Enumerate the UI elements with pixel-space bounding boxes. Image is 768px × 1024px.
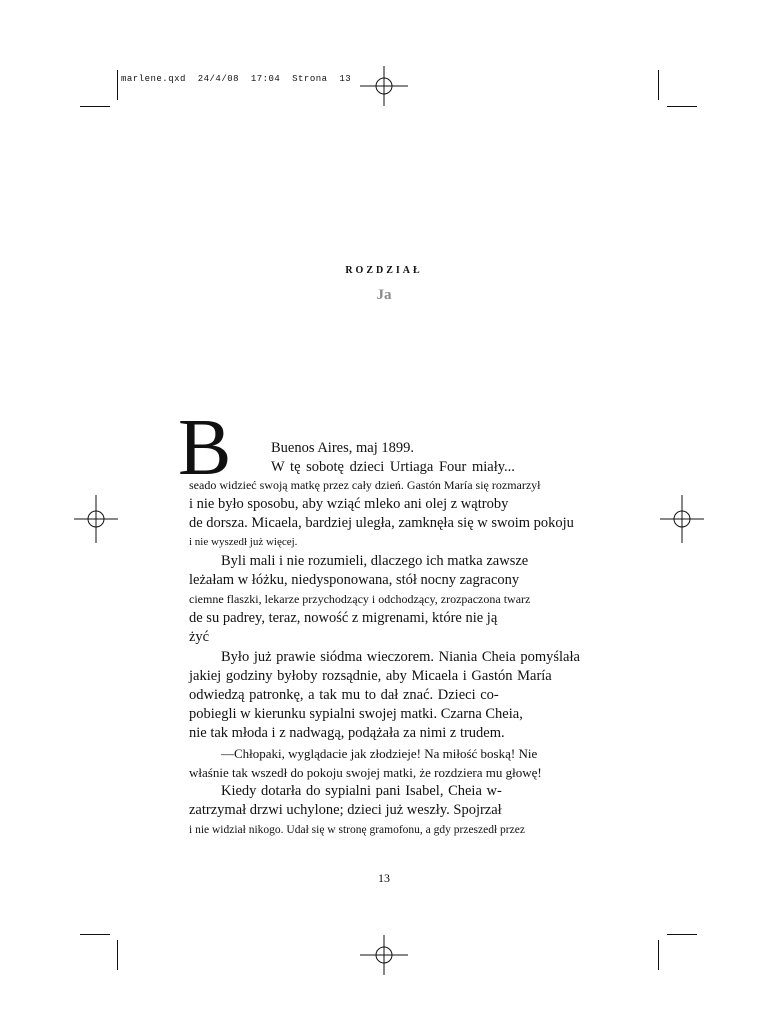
chapter-label: ROZDZIAŁ [345, 265, 423, 276]
crop-mark [658, 940, 659, 970]
text-line: odwiedzą patronkę, a tak mu to dał znać. Dzieci co- [189, 687, 499, 703]
registration-mark-icon [360, 935, 408, 975]
text-line: i nie widział nikogo. Udał się w stronę gramofonu, a gdy przeszedł przez [189, 824, 525, 836]
slug-line: marlene.qxd 24/4/08 17:04 Strona 13 [121, 74, 352, 84]
crop-mark [667, 106, 697, 107]
text-line: jakiej godziny byłoby rozsądnie, aby Micaela i Gastón María [189, 668, 552, 684]
crop-mark [117, 70, 118, 100]
text-line: właśnie tak wszedł do pokoju swojej matki, że rozdziera mu głowę! [189, 765, 542, 780]
text-line: ciemne flaszki, lekarze przychodzący i odchodzący, zrozpaczona twarz [189, 592, 531, 606]
page-number: 13 [378, 871, 390, 885]
text-line: leżałam w łóżku, niedysponowana, stół nocny zagracony [189, 572, 520, 588]
text-line: nie tak młoda i z nadwagą, podążała za nimi z trudem. [189, 725, 505, 741]
text-line: i nie było sposobu, aby wziąć mleko ani olej z wątroby [189, 496, 509, 512]
text-line: Buenos Aires, maj 1899. [271, 440, 414, 456]
text-line: seado widzieć swoją matkę przez cały dzień. Gastón María się rozmarzył [189, 478, 541, 492]
crop-mark [667, 934, 697, 935]
text-line: pobiegli w kierunku sypialni swojej matki. Czarna Cheia, [189, 706, 523, 722]
crop-mark [117, 940, 118, 970]
text-line: de su padrey, teraz, nowość z migrenami, które nie ją [189, 610, 498, 626]
text-line: zatrzymał drzwi uchylone; dzieci już weszły. Spojrzał [189, 802, 502, 818]
drop-cap: B [178, 404, 232, 492]
text-line: i nie wyszedł już więcej. [189, 536, 298, 548]
text-line: —Chłopaki, wyglądacie jak złodzieje! Na miłość boską! Nie [221, 746, 538, 761]
chapter-title: Ja [376, 287, 392, 303]
registration-mark-icon [74, 495, 118, 543]
crop-mark [80, 106, 110, 107]
text-line: Byli mali i nie rozumieli, dlaczego ich matka zawsze [221, 553, 529, 569]
crop-mark [80, 934, 110, 935]
text-line: de dorsza. Micaela, bardziej uległa, zamknęła się w swoim pokoju [189, 515, 574, 531]
text-line: Było już prawie siódma wieczorem. Niania Cheia pomyślała [221, 649, 580, 665]
registration-mark-icon [360, 66, 408, 106]
text-line: Kiedy dotarła do sypialni pani Isabel, Cheia w- [221, 783, 502, 799]
text-line: żyć [189, 629, 210, 645]
crop-mark [658, 70, 659, 100]
text-line: W tę sobotę dzieci Urtiaga Four miały... [271, 459, 515, 475]
registration-mark-icon [660, 495, 704, 543]
